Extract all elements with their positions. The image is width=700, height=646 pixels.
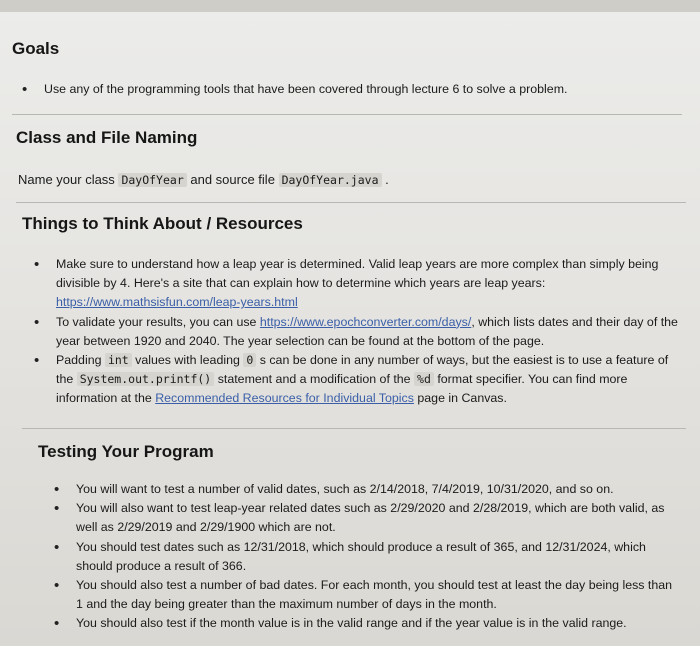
divider	[12, 114, 682, 115]
file-name-code: DayOfYear.java	[279, 173, 382, 187]
naming-text	[18, 170, 389, 190]
printf-code: System.out.printf()	[77, 372, 215, 386]
top-edge	[0, 0, 700, 12]
resources-heading: Things to Think About / Resources	[22, 214, 303, 233]
naming-text-before: Name your class	[18, 172, 115, 187]
testing-list	[76, 480, 676, 634]
resources-item-text: , which lists dates and their day of the year between 1920 and 2040. The year selection can be found at the bottom of the page.	[56, 314, 678, 348]
class-name-code: DayOfYear	[118, 173, 186, 187]
epochconverter-link[interactable]: https://www.epochconverter.com/days/	[259, 314, 472, 329]
resources-item-leap-year	[56, 255, 686, 313]
divider	[16, 202, 686, 203]
resources-item-text: values with leading	[135, 353, 240, 368]
zero-code: 0	[243, 353, 256, 367]
resources-item-text: page in Canvas.	[417, 391, 507, 406]
naming-text-middle: and source file	[190, 172, 275, 187]
list-item: • You will also want to test leap-year related dates such as 2/29/2020 and 2/28/2019, which are both valid, as well as 2/29/2019 and 2/29/1900 which are not.	[76, 499, 676, 537]
goals-item: • Use any of the programming tools that have been covered through lecture 6 to solve a problem.	[44, 80, 674, 99]
goals-heading: Goals	[12, 39, 60, 58]
resources-list	[56, 255, 686, 409]
resources-item-text: Padding	[56, 353, 102, 368]
list-item: • You will want to test a number of valid dates, such as 2/14/2018, 7/4/2019, 10/31/2020, and so on.	[76, 480, 676, 499]
testing-heading: Testing Your Program	[38, 442, 214, 461]
list-item: • You should also test if the month value is in the valid range and if the year value is in the valid range.	[76, 614, 676, 633]
resources-item-text: Make sure to understand how a leap year is determined. Valid leap years are more complex than simply being divisible by 4. Here's a site that can explain how to determine which years are leap years:	[56, 257, 659, 291]
resources-item-validate	[56, 313, 686, 351]
recommended-resources-link[interactable]: Recommended Resources for Individual Topics	[155, 391, 414, 406]
divider	[22, 428, 686, 429]
list-item: • You should test dates such as 12/31/2018, which should produce a result of 365, and 12/31/2024, which should produce a result of 366.	[76, 538, 676, 576]
resources-item-text: To validate your results, you can use	[56, 314, 257, 329]
resources-item-text: statement and a modification of the	[217, 372, 411, 387]
int-code: int	[105, 353, 132, 367]
resources-item-text: s can be done in any number of ways, but the easiest is to use a feature of the	[56, 353, 669, 387]
format-specifier-code: %d	[414, 372, 434, 386]
naming-heading: Class and File Naming	[16, 128, 198, 147]
list-item: • You should also test a number of bad dates. For each month, you should test at least the day being less than 1 and the day being greater than the maximum number of days in the month.	[76, 576, 676, 614]
naming-text-after: .	[385, 172, 389, 187]
resources-item-padding	[56, 351, 686, 409]
mathsisfun-link[interactable]: https://www.mathsisfun.com/leap-years.html	[56, 295, 298, 310]
resources-item-text: format specifier. You can find more information at the	[56, 372, 628, 406]
goals-list	[44, 80, 674, 99]
